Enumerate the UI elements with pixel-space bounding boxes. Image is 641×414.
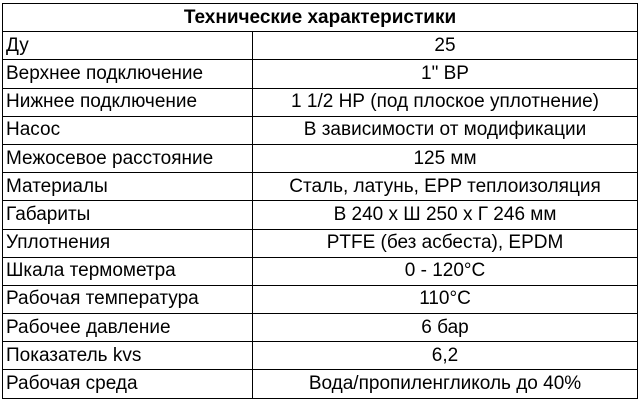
- param-value: 25: [253, 32, 638, 60]
- table-row: [3, 116, 638, 144]
- param-value: 125 мм: [253, 144, 638, 172]
- table-row: [3, 285, 638, 313]
- table-title: Технические характеристики: [3, 4, 638, 32]
- param-value: В 240 х Ш 250 х Г 246 мм: [253, 201, 638, 229]
- table-row: [3, 144, 638, 172]
- param-value: Вода/пропиленгликоль до 40%: [253, 370, 638, 398]
- param-value: В зависимости от модификации: [253, 116, 638, 144]
- param-name: Верхнее подключение: [3, 60, 253, 88]
- table-row: [3, 370, 638, 398]
- param-value: 6 бар: [253, 314, 638, 342]
- param-name: Материалы: [3, 173, 253, 201]
- spec-table: [2, 3, 638, 399]
- param-value: 1" ВР: [253, 60, 638, 88]
- param-value: 1 1/2 НР (под плоское уплотнение): [253, 88, 638, 116]
- param-value: 6,2: [253, 342, 638, 370]
- param-name: Насос: [3, 116, 253, 144]
- param-name: Габариты: [3, 201, 253, 229]
- table-row: [3, 60, 638, 88]
- param-name: Уплотнения: [3, 229, 253, 257]
- table-row: [3, 32, 638, 60]
- param-name: Рабочее давление: [3, 314, 253, 342]
- table-row: [3, 229, 638, 257]
- table-row: [3, 314, 638, 342]
- table-row: [3, 257, 638, 285]
- param-value: 110°С: [253, 285, 638, 313]
- param-name: Шкала термометра: [3, 257, 253, 285]
- param-name: Рабочая среда: [3, 370, 253, 398]
- table-row: [3, 173, 638, 201]
- param-value: 0 - 120°С: [253, 257, 638, 285]
- table-row: [3, 88, 638, 116]
- param-name: Рабочая температура: [3, 285, 253, 313]
- table-row: [3, 342, 638, 370]
- table-row: [3, 201, 638, 229]
- param-value: Сталь, латунь, EPP теплоизоляция: [253, 173, 638, 201]
- param-value: PTFE (без асбеста), EPDM: [253, 229, 638, 257]
- table-header-row: [3, 4, 638, 32]
- param-name: Нижнее подключение: [3, 88, 253, 116]
- param-name: Ду: [3, 32, 253, 60]
- param-name: Показатель kvs: [3, 342, 253, 370]
- param-name: Межосевое расстояние: [3, 144, 253, 172]
